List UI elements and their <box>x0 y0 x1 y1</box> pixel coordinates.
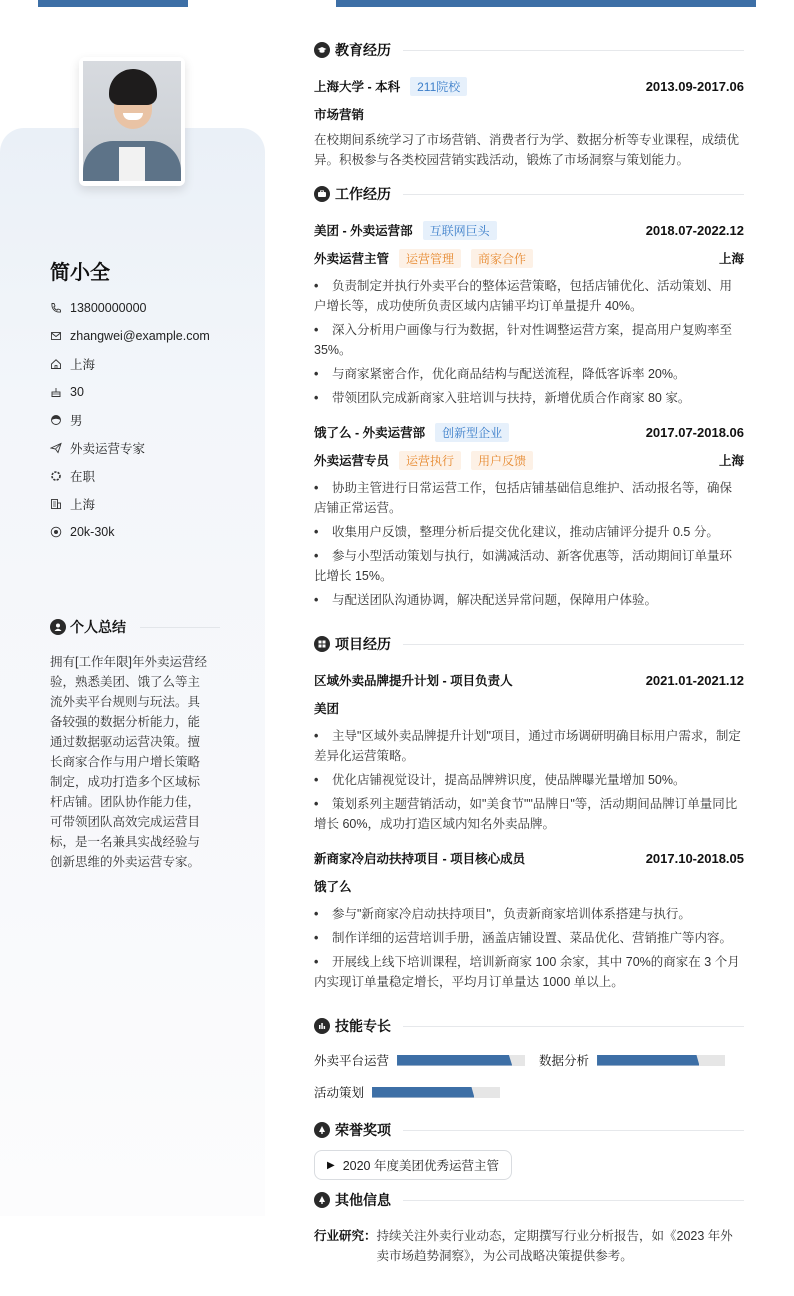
work-section-header <box>314 182 744 206</box>
project-name: 区域外卖品牌提升计划 - 项目负责人 <box>314 674 513 688</box>
job-role: 外卖运营主管 <box>314 252 390 266</box>
education-description: 在校期间系统学习了市场营销、消费者行为学、数据分析等专业课程，成绩优异。积极参与各类校园营销实践活动，锻炼了市场洞察与策划能力。 <box>314 133 740 167</box>
salary-icon <box>50 526 70 538</box>
summary-title: 个人总结 <box>70 619 126 635</box>
avatar <box>79 57 185 186</box>
divider <box>403 644 744 645</box>
education-item-header <box>314 72 744 100</box>
status-icon <box>50 470 70 482</box>
company-name: 美团 - 外卖运营部 <box>314 224 413 238</box>
profile-photo <box>83 61 181 181</box>
skill-item: 数据分析 <box>539 1044 725 1076</box>
project-date: 2017.10-2018.05 <box>645 850 744 866</box>
other-item <box>314 1226 744 1266</box>
building-icon <box>50 498 70 510</box>
info-gender <box>50 406 210 434</box>
company-tag: 互联网巨头 <box>423 221 497 240</box>
top-accent-bar-left <box>38 0 188 7</box>
list-item: • 参与"新商家冷启动扶持项目"，负责新商家培训体系搭建与执行。 <box>314 907 691 921</box>
other-title: 其他信息 <box>335 1192 391 1208</box>
job-role: 外卖运营专员 <box>314 454 390 468</box>
list-item: • 制作详细的运营培训手册，涵盖店铺设置、菜品优化、营销推广等内容。 <box>314 931 733 945</box>
skills-list <box>314 1044 744 1108</box>
list-item: • 主导"区域外卖品牌提升计划"项目，通过市场调研明确目标用户需求，制定差异化运营策略。 <box>314 729 741 763</box>
info-salary <box>50 518 210 546</box>
list-item: • 收集用户反馈，整理分析后提交优化建议，推动店铺评分提升 0.5 分。 <box>314 525 719 539</box>
education-title: 教育经历 <box>335 42 391 58</box>
school-name: 上海大学 - 本科 <box>314 80 401 94</box>
gender-value: 男 <box>70 414 83 428</box>
top-accent-bar-right <box>336 0 756 7</box>
work-title: 工作经历 <box>335 186 391 202</box>
work-city: 上海 <box>718 252 744 266</box>
salary-value: 20k-30k <box>70 525 115 539</box>
summary-section-header <box>50 617 220 637</box>
contact-info-list <box>50 294 210 546</box>
list-item: • 带领团队完成新商家入驻培训与扶持，新增优质合作商家 80 家。 <box>314 391 691 405</box>
info-location <box>50 350 210 378</box>
divider <box>403 50 744 51</box>
list-item: • 与配送团队沟通协调，解决配送异常问题，保障用户体验。 <box>314 593 658 607</box>
skills-title: 技能专长 <box>335 1018 391 1034</box>
education-date: 2013.09-2017.06 <box>645 78 744 94</box>
list-item: • 优化店铺视觉设计，提高品牌辨识度，使品牌曝光量增加 50%。 <box>314 773 686 787</box>
projects-title: 项目经历 <box>335 636 391 652</box>
info-icon <box>314 1192 330 1208</box>
mail-icon <box>50 330 70 342</box>
info-title <box>50 434 210 462</box>
list-item: • 与商家紧密合作，优化商品结构与配送流程，降低客诉率 20%。 <box>314 367 686 381</box>
skill-bar <box>597 1055 725 1066</box>
work-city: 上海 <box>718 454 744 468</box>
gender-icon <box>50 414 70 426</box>
divider <box>403 1130 744 1131</box>
info-email <box>50 322 210 350</box>
awards-title: 荣誉奖项 <box>335 1122 391 1138</box>
list-item: • 负责制定并执行外卖平台的整体运营策略，包括店铺优化、活动策划、用户增长等，成功使所负责区域内店铺平均订单量提升 40%。 <box>314 279 733 313</box>
awards-section-header <box>314 1118 744 1142</box>
candidate-name: 简小全 <box>50 262 110 284</box>
project-name: 新商家冷启动扶持项目 - 项目核心成员 <box>314 852 526 866</box>
user-icon <box>50 619 66 635</box>
other-section-header <box>314 1188 744 1212</box>
summary-text: 拥有[工作年限]年外卖运营经验，熟悉美团、饿了么等主流外卖平台规则与玩法。具备较强的数据分析能力，能通过数据驱动运营决策。擅长商家合作与用户增长策略制定，成功打造多个区域标杆店铺。团队协作能力佳，可带领团队高效完成运营目标，是一名兼具实战经验与创新思维的外卖运营专家。 <box>50 655 207 869</box>
main-content <box>314 38 744 1266</box>
divider <box>140 627 220 628</box>
briefcase-icon <box>314 186 330 202</box>
other-value: 持续关注外卖行业动态，定期撰写行业分析报告，如《2023 年外卖市场趋势洞察》，为公司战略决策提供参考。 <box>376 1229 733 1263</box>
role-tag: 运营执行 <box>399 451 461 470</box>
school-tag: 211院校 <box>410 77 467 96</box>
title-value: 外卖运营专家 <box>70 442 146 456</box>
award-item: ▶ 2020 年度美团优秀运营主管 <box>314 1150 512 1180</box>
cake-icon <box>50 386 70 398</box>
city-value: 上海 <box>70 498 96 512</box>
info-status <box>50 462 210 490</box>
bar-chart-icon <box>314 1018 330 1034</box>
work-date: 2018.07-2022.12 <box>645 222 744 238</box>
location-value: 上海 <box>70 358 96 372</box>
project-item <box>314 844 744 992</box>
email-value: zhangwei@example.com <box>70 329 210 343</box>
info-age <box>50 378 210 406</box>
skill-bar <box>397 1055 525 1066</box>
education-section-header <box>314 38 744 62</box>
skill-item: 活动策划 <box>314 1076 500 1108</box>
role-tag: 运营管理 <box>399 249 461 268</box>
major: 市场营销 <box>314 108 365 122</box>
divider <box>403 1026 744 1027</box>
age-value: 30 <box>70 385 84 399</box>
role-tag: 用户反馈 <box>471 451 533 470</box>
divider <box>403 194 744 195</box>
work-date: 2017.07-2018.06 <box>645 424 744 440</box>
company-tag: 创新型企业 <box>435 423 509 442</box>
skills-section-header <box>314 1014 744 1038</box>
triangle-right-icon: ▶ <box>327 1159 335 1171</box>
skill-item: 外卖平台运营 <box>314 1044 525 1076</box>
project-org: 饿了么 <box>314 880 352 894</box>
project-date: 2021.01-2021.12 <box>645 672 744 688</box>
skill-bar <box>372 1087 500 1098</box>
graduation-cap-icon <box>314 42 330 58</box>
send-icon <box>50 442 70 454</box>
list-item: • 参与小型活动策划与执行，如满减活动、新客优惠等，活动期间订单量环比增长 15%。 <box>314 549 733 583</box>
phone-icon <box>50 302 70 314</box>
list-item: • 深入分析用户画像与行为数据，针对性调整运营方案，提高用户复购率至 35%。 <box>314 323 733 357</box>
home-icon <box>50 358 70 370</box>
work-item <box>314 418 744 610</box>
list-item: • 策划系列主题营销活动，如"美食节""品牌日"等，活动期间品牌订单量同比增长 60%，成功打造区域内知名外卖品牌。 <box>314 797 738 831</box>
projects-section-header <box>314 632 744 656</box>
company-name: 饿了么 - 外卖运营部 <box>314 426 426 440</box>
info-phone <box>50 294 210 322</box>
list-item: • 协助主管进行日常运营工作，包括店铺基础信息维护、活动报名等，确保店铺正常运营。 <box>314 481 733 515</box>
role-tag: 商家合作 <box>471 249 533 268</box>
phone-value: 13800000000 <box>70 301 147 315</box>
grid-icon <box>314 636 330 652</box>
project-item <box>314 666 744 834</box>
award-icon <box>314 1122 330 1138</box>
project-org: 美团 <box>314 702 340 716</box>
divider <box>403 1200 744 1201</box>
other-key: 行业研究： <box>314 1229 377 1243</box>
work-item <box>314 216 744 408</box>
list-item: • 开展线上线下培训课程，培训新商家 100 余家，其中 70%的商家在 3 个月内实现订单量稳定增长，平均月订单量达 1000 单以上。 <box>314 955 740 989</box>
info-city <box>50 490 210 518</box>
status-value: 在职 <box>70 470 96 484</box>
